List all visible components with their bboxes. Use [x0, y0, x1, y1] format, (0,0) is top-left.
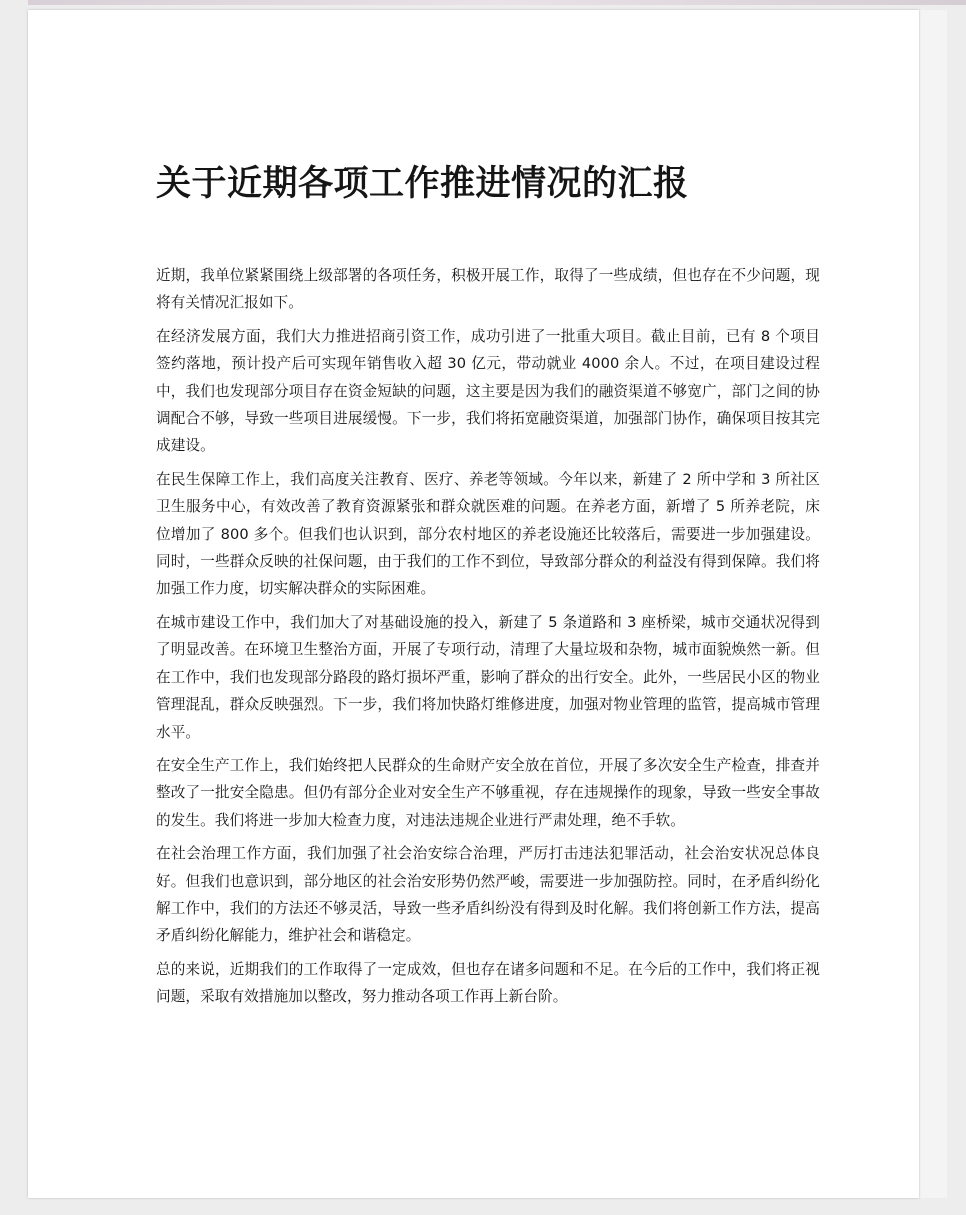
paragraph-livelihood: 在民生保障工作上，我们高度关注教育、医疗、养老等领域。今年以来，新建了 2 所中学和 3 所社区卫生服务中心，有效改善了教育资源紧张和群众就医难的问题。在养老方面，新增了 5 所养老院，床位增加了 800 多个。但我们也认识到，部分农村地区的养老设施还比较落后，需要进一步加强建设。同时，一些群众反映的社保问题，由于我们的工作不到位，导致部分群众的利益没有得到保障。我们将加强工作力度，切实解决群众的实际困难。 [156, 470, 820, 598]
page-top-edge [28, 0, 966, 5]
paragraph-economy: 在经济发展方面，我们大力推进招商引资工作，成功引进了一批重大项目。截止目前，已有 8 个项目签约落地，预计投产后可实现年销售收入超 30 亿元，带动就业 4000 余人。不过，在项目建设过程中，我们也发现部分项目存在资金短缺的问题，这主要是因为我们的融资渠道不够宽广，部门之间的协调配合不够，导致一些项目进展缓慢。下一步，我们将拓宽融资渠道，加强部门协作，确保项目按其完成建设。 [156, 327, 820, 455]
document-title: 关于近期各项工作推进情况的汇报 [156, 164, 689, 204]
paragraph-work-safety: 在安全生产工作上，我们始终把人民群众的生命财产安全放在首位，开展了多次安全生产检查，排查并整改了一批安全隐患。但仍有部分企业对安全生产不够重视，存在违规操作的现象，导致一些安全事故的发生。我们将进一步加大检查力度，对违法违规企业进行严肃处理，绝不手软。 [156, 756, 820, 829]
page-right-margin [919, 10, 947, 1198]
paragraph-social-governance: 在社会治理工作方面，我们加强了社会治安综合治理，严厉打击违法犯罪活动，社会治安状况总体良好。但我们也意识到，部分地区的社会治安形势仍然严峻，需要进一步加强防控。同时，在矛盾纠纷化解工作中，我们的方法还不够灵活，导致一些矛盾纠纷没有得到及时化解。我们将创新工作方法，提高矛盾纠纷化解能力，维护社会和谐稳定。 [156, 845, 820, 945]
paragraph-urban-construction: 在城市建设工作中，我们加大了对基础设施的投入，新建了 5 条道路和 3 座桥梁，城市交通状况得到了明显改善。在环境卫生整治方面，开展了专项行动，清理了大量垃圾和杂物，城市面貌焕然一新。但在工作中，我们也发现部分路段的路灯损坏严重，影响了群众的出行安全。此外，一些居民小区的物业管理混乱，群众反映强烈。下一步，我们将加快路灯维修进度，加强对物业管理的监管，提高城市管理水平。 [156, 613, 820, 741]
paragraph-summary: 总的来说，近期我们的工作取得了一定成效，但也存在诸多问题和不足。在今后的工作中，我们将正视问题，采取有效措施加以整改，努力推动各项工作再上新台阶。 [156, 960, 820, 1006]
document-body [156, 158, 820, 1017]
paragraph-intro: 近期，我单位紧紧围绕上级部署的各项任务，积极开展工作，取得了一些成绩，但也存在不少问题，现将有关情况汇报如下。 [156, 267, 820, 312]
